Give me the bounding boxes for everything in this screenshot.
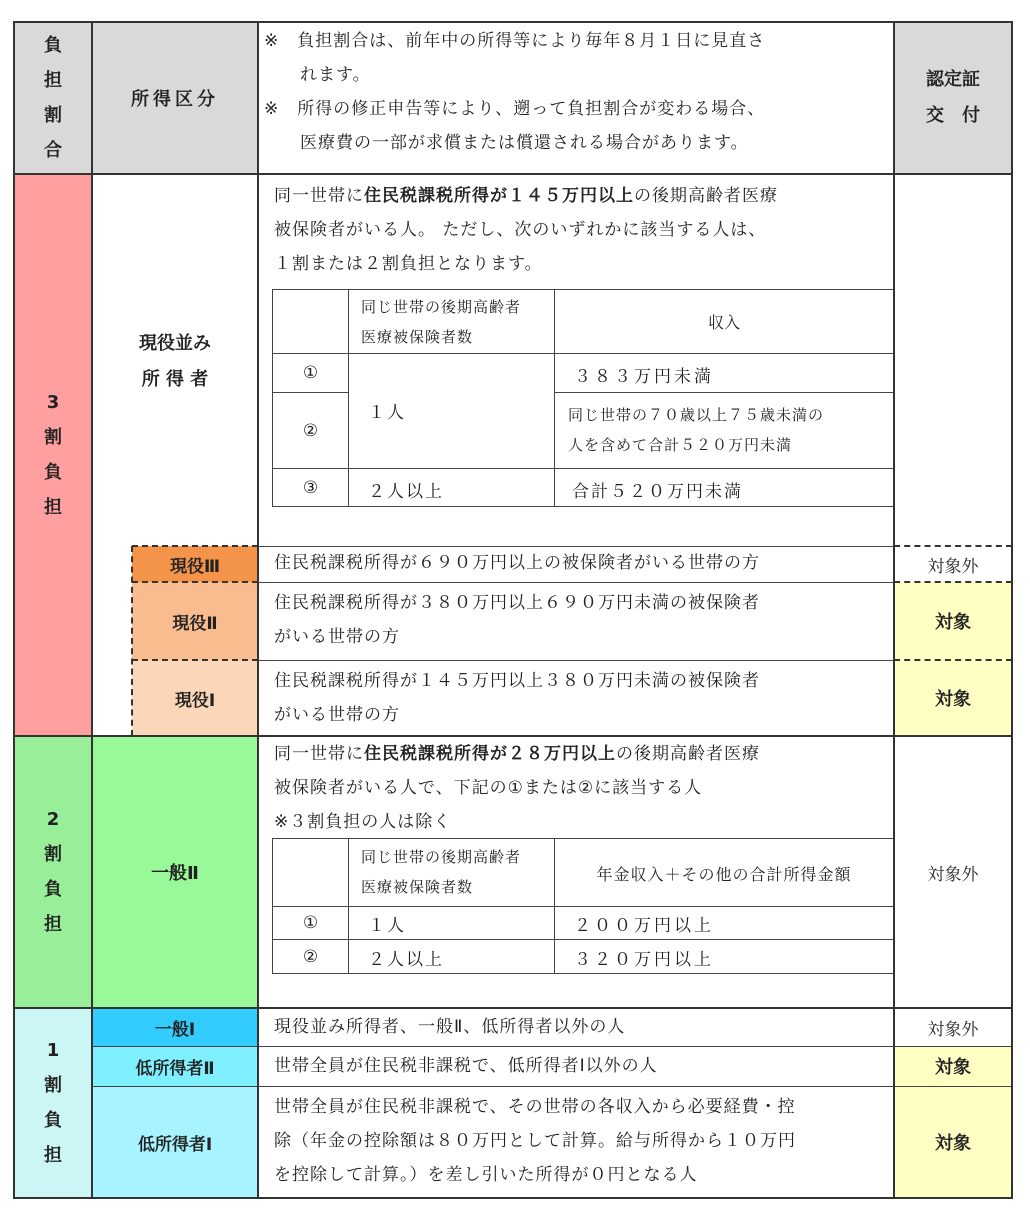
one-desc-general-i: 現役並み所得者、一般Ⅱ、低所得者以外の人 (274, 1017, 626, 1037)
three-ratio: 3 割 負 担 (44, 392, 62, 518)
three-category: 現役並み 所 得 者 (139, 333, 211, 390)
three-table-r2-income: 同じ世帯の７０歳以上７５歳未満の 人を含めて合計５２０万円未満 (568, 406, 825, 454)
three-table-r1-income: ３８３万円未満 (574, 367, 714, 387)
three-table-r12-count: １人 (368, 403, 406, 423)
three-sub-desc-ii: 住民税課税所得が３８０万円以上６９０万円未満の被保険者 がいる世帯の方 (274, 593, 760, 647)
two-table-r2-no: ② (302, 946, 319, 967)
one-desc-low-i: 世帯全員が住民税非課税で、その世帯の各収入から必要経費・控 除（年金の控除額は８０万円として計算。給与所得から１０万円 を控除して計算。）を差し引いた所得が０円となる人 (274, 1097, 796, 1185)
three-table-r3-count: ２人以上 (368, 482, 444, 502)
three-table-r3-no: ③ (302, 477, 319, 498)
two-table-r1-income: ２００万円以上 (574, 916, 714, 936)
header-income-category-cell (92, 22, 258, 174)
three-ratio-cell (14, 174, 92, 736)
three-desc-b: 住民税課税所得が１４５万円以上 (364, 186, 634, 206)
two-ratio-cell (14, 736, 92, 1008)
header-burden-ratio: 負 担 割 合 (44, 35, 62, 161)
two-desc-c: の後期高齢者医療 被保険者がいる人で、下記の①または②に該当する人 ※３割負担の人は除く (274, 744, 760, 832)
header-notes-cell (258, 22, 894, 174)
one-ratio: 1 割 負 担 (44, 1040, 62, 1166)
three-sub-label-i: 現役Ⅰ (132, 660, 258, 736)
two-table-r1-count: １人 (368, 916, 406, 936)
two-category-cell (92, 736, 258, 1008)
three-sub-desc-iii: 住民税課税所得が６９０万円以上の被保険者がいる世帯の方 (274, 553, 760, 573)
three-sub-label-iii: 現役Ⅲ (132, 546, 258, 582)
three-desc-a: 同一世帯に (274, 186, 364, 206)
two-table-col3-header: 年金収入＋その他の合計所得金額 (596, 864, 852, 884)
one-label-low-ii: 低所得者Ⅱ (92, 1046, 258, 1086)
header-certificate: 認定証 交 付 (926, 69, 980, 126)
three-table-col3-header: 収入 (707, 313, 740, 332)
two-table-r2-income: ３２０万円以上 (574, 950, 714, 970)
header-note-2: ※ 所得の修正申告等により、遡って負担割合が変わる場合、 医療費の一部が求償または償還される場合があります。 (264, 99, 766, 153)
three-desc-c: の後期高齢者医療 被保険者がいる人。 ただし、次のいずれかに該当する人は、 １割または２割負担となります。 (274, 186, 778, 274)
one-desc-low-ii: 世帯全員が住民税非課税で、低所得者Ⅰ以外の人 (274, 1056, 658, 1076)
one-cert-low-i: 対象 (894, 1086, 1012, 1198)
one-cert-general-i: 対象外 (927, 1019, 979, 1040)
three-category-cell (92, 174, 258, 546)
three-sub-label-ii: 現役Ⅱ (132, 582, 258, 660)
header-note-1: ※ 負担割合は、前年中の所得等により毎年８月１日に見直さ れます。 (264, 31, 766, 85)
three-table-r1-no: ① (302, 363, 319, 383)
header-certificate-cell (894, 22, 1012, 174)
two-ratio: 2 割 負 担 (44, 809, 62, 935)
three-table-col2-header: 同じ世帯の後期高齢者 医療被保険者数 (361, 298, 522, 346)
three-table-r2-no: ② (302, 420, 319, 441)
two-category: 一般Ⅱ (151, 863, 199, 884)
three-sub-desc-i: 住民税課税所得が１４５万円以上３８０万円未満の被保険者 がいる世帯の方 (274, 671, 760, 725)
two-table-col2-header: 同じ世帯の後期高齢者 医療被保険者数 (361, 848, 522, 896)
three-sub-cert-iii: 対象外 (927, 556, 979, 577)
header-burden-ratio-cell (14, 22, 92, 174)
two-cert: 対象外 (927, 864, 979, 885)
two-table-r2-count: ２人以上 (368, 950, 444, 970)
one-ratio-cell (14, 1008, 92, 1198)
two-desc-b: 住民税課税所得が２８万円以上 (364, 744, 616, 764)
header-income-category: 所得区分 (131, 89, 219, 110)
three-sub-cert-i: 対象 (894, 660, 1012, 736)
two-desc-a: 同一世帯に (274, 744, 364, 764)
three-table-r3-income: 合計５２０万円未満 (572, 482, 743, 502)
two-table-r1-no: ① (302, 913, 319, 933)
one-label-low-i: 低所得者Ⅰ (92, 1086, 258, 1198)
three-sub-cert-ii: 対象 (894, 582, 1012, 660)
one-cert-low-ii: 対象 (894, 1046, 1012, 1086)
one-label-general-i: 一般Ⅰ (92, 1008, 258, 1046)
